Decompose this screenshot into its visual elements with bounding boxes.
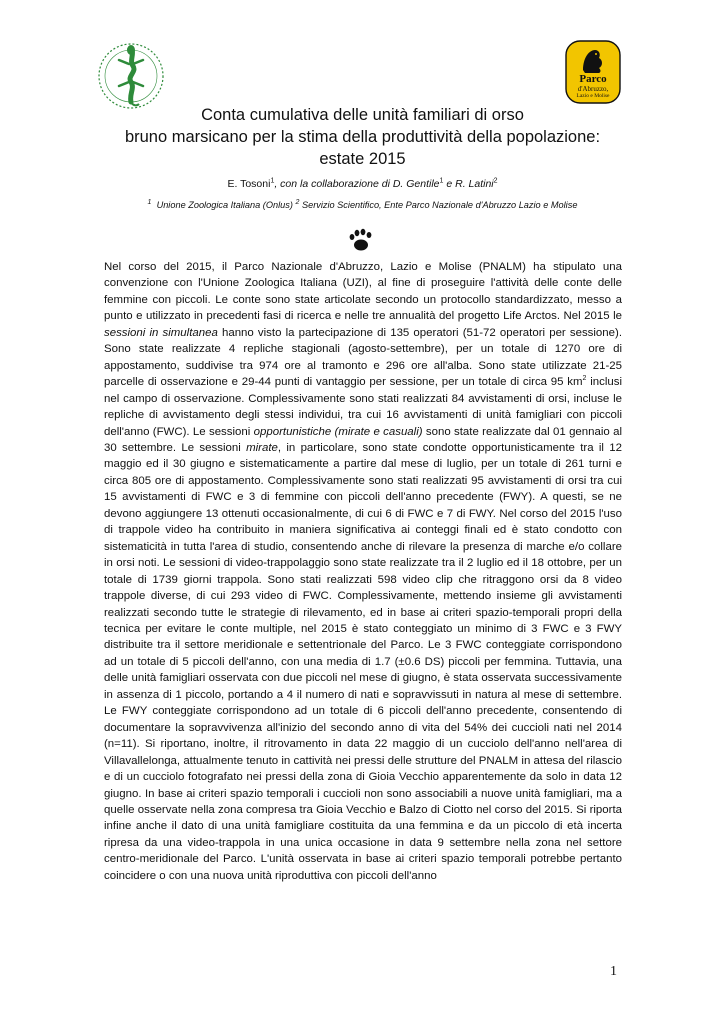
paragraph-text: hanno visto la partecipazione di 135 operatori (51-72 operatori per sessione). Sono state realizzate 4 repliche stagionali (agosto-settembre), per un totale di 1270 ore di appostamento, suddivise tra 974 ore al tramonto e 296 ore all'alba. Sono state utilizzate 21-25 parcelle di osservazione e 29-44 punti di vantaggio per sessione, per un totale di circa 95 km [104, 326, 623, 389]
paragraph-text: , in particolare, sono state condotte opportunisticamente tra il 12 maggio ed il 30 giugno e sistematicamente a partire dal mese di luglio, per un totale di 261 turni e circa 805 ore di appostamento. Complessivamente sono stati realizzati 95 avvistamenti di orsi tra cui 15 avvistamenti di FWC e 3 di femmine con piccoli dell'anno precedente (FWY). A questi, se ne devono aggiungere 13 ottenuti occasionalmente, di cui 6 di FWC e 7 di FWY. Nel corso del 2015 l'uso di trappole video ha contribuito in maniera significativa ai conteggi finali ed è stato condotto con sistematicità in tutta l'area di studio, consentendo anche di rilevare la presenza di marche e/o collare in orsi noti. Le sessioni di video-trappolaggio sono state realizzate tra il 2 luglio ed il 18 ottobre, per un totale di 1739 giorni trappola. Sono stati realizzati 598 video clip che ritraggono orsi da 8 video trappole diverse, di cui 293 video di FWC. Complessivamente, mettendo insieme gli avvistamenti realizzati secondo tutte le strategie di rilevamento, ed in base ai criteri spazio-temporali propri della tecnica per evitare le conte multiple, nel 2015 è stato conteggiato un minimo di 3 FWC e 3 FWY distribuite tra il settore meridionale e settentrionale del Parco. Le 3 FWC conteggiate corrispondono ad un totale di 5 piccoli dell'anno, con una media di 1.7 (±0.6 DS) piccoli per femmina. Tuttavia, una delle unità famigliari osservata con due piccoli nel mese di giugno, è stata osservata successivamente in assenza di 1 piccolo, portando a 4 il numero di nati e sopravvissuti in natura al mese di settembre. Le FWY conteggiate corrispondono ad un totale di 6 piccoli dell'anno precedente, consentendo di documentare la sopravvivenza all'inizio del secondo anno di vita del 54% dei cuccioli nati nel 2014 (n=11). Si riportano, inoltre, il ritrovamento in data 22 maggio di un cucciolo dell'anno nell'area di Villavallelonga, attualmente tenuto in cattività nei pressi delle strutture del PNALM in attesa del rilascio e di un cucciolo fotografato nei pressi della zona di Gioia Vecchio apparentemente da solo in data 12 giugno. In base ai criteri spazio temporali i cuccioli non sono associabili a nuove unità famigliari, ma a quelle osservate nella zona compresa tra Gioia Vecchio e Balzo di Ciotto nel corso del 2015. Si riporta infine anche il dato di una unità famigliare costituita da una femmina e da un piccolo di età incerta ripresa da una video-trappola in una unica occasione in data 9 settembre nella zona nel settore centro-meridionale del Parco. L'unità osservata in base ai criteri spazio temporali potrebbe pertanto coincidere o con una nuova unità riproduttiva con piccoli dell'anno [104, 441, 622, 882]
paragraph-italic: opportunistiche (mirate e casuali) [253, 425, 423, 438]
author-main-sup: 1 [270, 177, 275, 185]
bear-paw-icon [347, 228, 375, 252]
author-collab-sup: 1 [439, 177, 444, 185]
paragraph-text: Nel corso del 2015, il Parco Nazionale d'Abruzzo, Lazio e Molise (PNALM) ha stipulato una convenzione con l'Unione Zoologica Italiana (UZI), al fine di proseguire l'attività delle conte delle femmine con piccoli. Le conte sono state articolate secondo un protocollo standardizzato, messo a punto e utilizzato in precedenti fasi di ricerca e nelle tre annualità del progetto Life Arctos. Nel 2015 le [104, 261, 622, 323]
uzi-lizard-icon [95, 40, 167, 112]
uzi-logo [95, 40, 167, 112]
affil-text-2: Servizio Scientifico, Ente Parco Nazionale d'Abruzzo Lazio e Molise [301, 200, 578, 210]
parco-logo [565, 40, 621, 104]
body-paragraph [104, 259, 622, 884]
parco-logo-line2: d'Abruzzo, [577, 85, 609, 93]
author-collab: , con la collaborazione di D. Gentile [274, 178, 440, 190]
paragraph [104, 259, 622, 884]
authors-line [80, 177, 645, 191]
document-title [80, 104, 645, 170]
parco-logo-line1: Parco [579, 73, 607, 85]
title-line-3: estate 2015 [319, 150, 406, 168]
paragraph-text: inclusi nel campo di osservazione. Complessivamente sono stati realizzati 84 avvistamenti di orsi, incluse le repliche di avvistamento degli stessi individui, tra cui 16 avvistamenti di unità famigliari con piccoli dell'anno (FWC). Le sessioni [104, 376, 622, 438]
affil-sup-2: 2 [295, 198, 300, 206]
paragraph-text: sono state realizzate dal 01 gennaio al 30 settembre. Le sessioni [104, 425, 623, 454]
author-main: E. Tosoni [227, 178, 271, 190]
paragraph-sup: 2 [582, 375, 587, 383]
paragraph-italic: mirate [246, 441, 278, 454]
author-latini-sup: 2 [493, 177, 498, 185]
affil-text-1: Unione Zoologica Italiana (Onlus) [156, 200, 293, 210]
title-line-2: bruno marsicano per la stima della produttività della popolazione: [124, 128, 601, 146]
affil-sup-1: 1 [147, 198, 152, 206]
title-line-1: Conta cumulativa delle unità familiari di orso [201, 106, 524, 124]
parco-logo-line3: Lazio e Molise [576, 93, 610, 99]
affiliation-line [80, 199, 645, 212]
paragraph-italic: sessioni in simultanea [104, 326, 218, 339]
page-number: 1 [610, 964, 617, 979]
author-and: e R. Latini [443, 178, 494, 190]
